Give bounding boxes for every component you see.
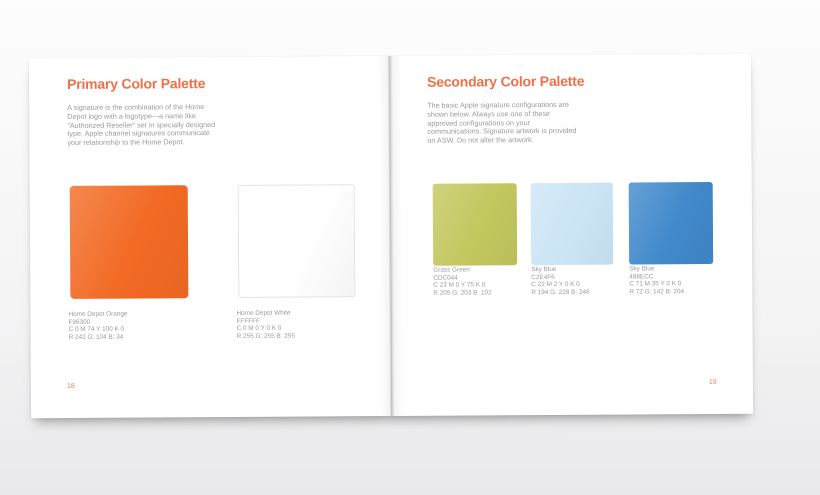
swatch-cmyk-values: C 0 M 74 Y 100 K 0 [68, 325, 125, 334]
color-swatch-sky-blue-dark [629, 182, 713, 265]
swatch-name: Sky Blue [531, 265, 557, 274]
swatch-rgb-values: R 242 G: 104 B: 34 [68, 333, 124, 341]
swatch-rgb-values: R 255 G: 255 B: 255 [236, 332, 295, 340]
swatch-cmyk-values: C 0 M 0 Y 0 K 0 [236, 324, 282, 333]
brand-guidelines-spread [29, 54, 753, 418]
swatch-hex-code: F96300 [68, 318, 91, 326]
color-swatch-home-depot-orange [70, 185, 189, 299]
swatch-label-home-depot-white [236, 310, 294, 341]
page-number: 19 [708, 379, 717, 387]
swatch-label-sky-blue-dark [629, 265, 684, 296]
swatch-label-grass-green [433, 266, 491, 297]
swatch-hex-code: CDC044 [433, 274, 458, 282]
swatch-rgb-values: R 205 G: 203 B: 102 [433, 289, 492, 297]
swatch-name: Sky Blue [629, 265, 655, 273]
left-page-title: Primary Color Palette [67, 75, 206, 92]
swatch-hex-code: FFFFFF [236, 317, 260, 325]
swatch-rgb-values: R 194 G: 228 B: 246 [531, 288, 590, 296]
color-swatch-sky-blue-light [531, 183, 613, 265]
swatch-name: Home Depot White [236, 309, 291, 317]
right-page-title: Secondary Color Palette [427, 72, 585, 90]
swatch-hex-code: C2E4F6 [531, 273, 555, 281]
swatch-label-sky-blue-light [531, 266, 589, 297]
color-swatch-grass-green [433, 183, 517, 266]
swatch-hex-code: 488ECC [629, 272, 654, 281]
swatch-cmyk-values: C 22 M 2 Y 0 K 0 [531, 281, 580, 289]
color-swatch-home-depot-white [238, 184, 356, 298]
page-number: 18 [66, 382, 75, 390]
swatch-rgb-values: R 72 G: 142 B: 204 [629, 287, 685, 296]
swatch-cmyk-values: C 71 M 35 Y 0 K 0 [629, 280, 682, 288]
right-page-intro-text: The basic Apple signature configurations are shown below. Always use one of these approved configurations on your communications. Signature artwork is provided on ASW. Do not alter the artwork. [427, 99, 577, 145]
left-page-intro-text: A signature is the combination of the Home Depot logo with a logotype—a name like "Authorized Reseller" set in specially designed type. Apple channel signatures communicate your relationship to the Home Depot. [67, 102, 216, 148]
swatch-name: Grass Green [433, 266, 470, 274]
right-page [390, 54, 753, 416]
swatch-name: Home Depot Orange [68, 310, 128, 318]
swatch-label-home-depot-orange [68, 311, 127, 342]
swatch-cmyk-values: C 23 M 0 Y 75 K 0 [433, 281, 486, 289]
left-page [29, 56, 392, 418]
